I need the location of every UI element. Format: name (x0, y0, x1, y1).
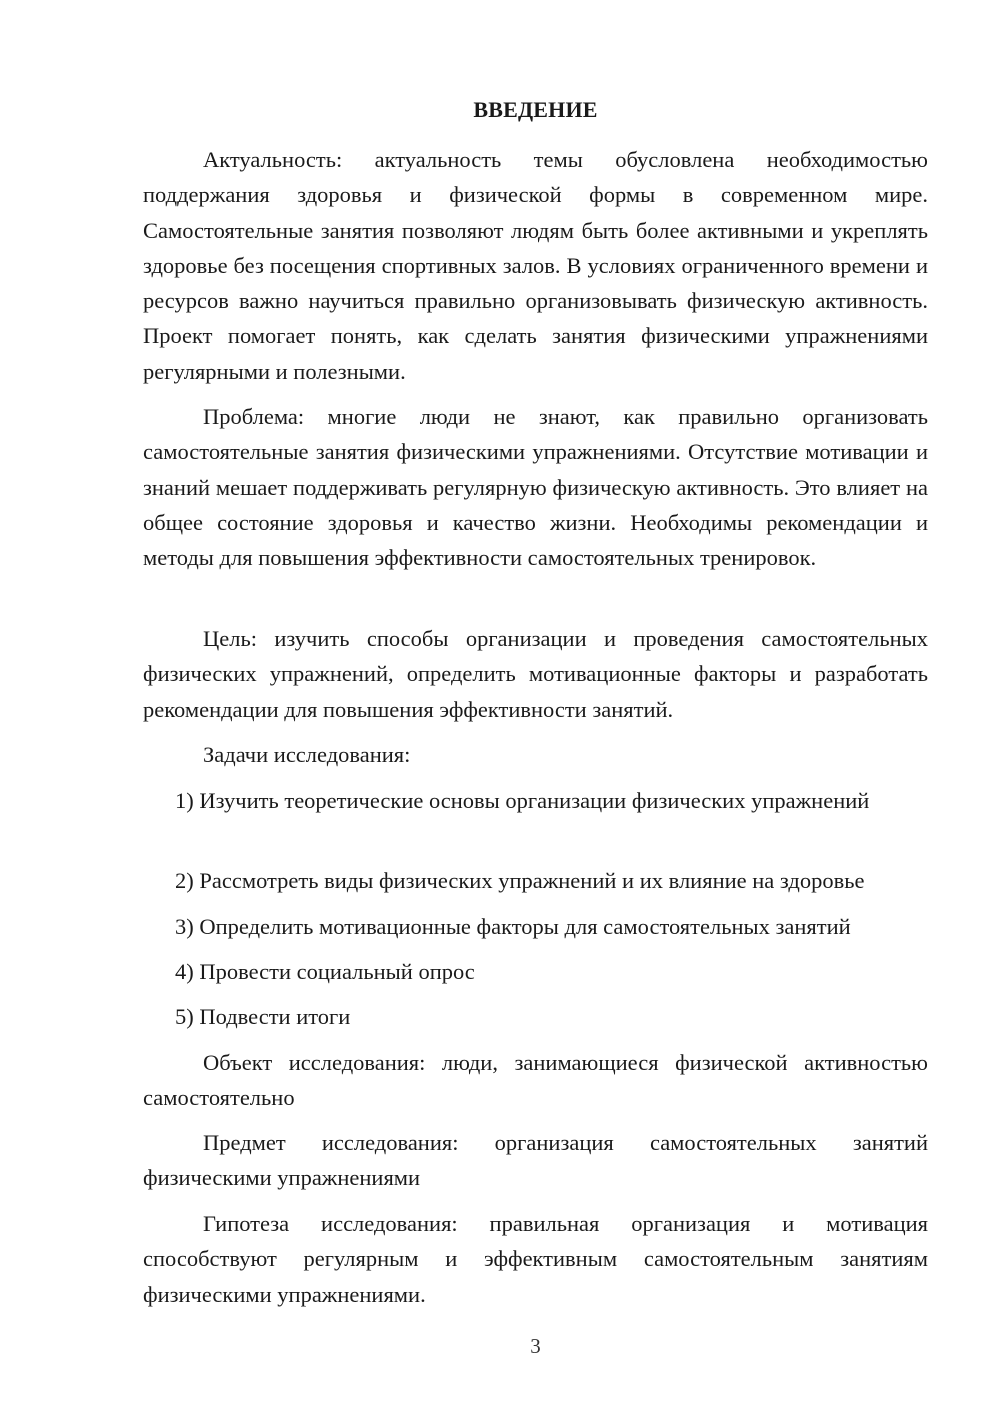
task-item: 3) Определить мотивационные факторы для самостоятельных занятий (175, 914, 851, 939)
page-title: ВВЕДЕНИЕ (473, 97, 598, 122)
tasks-heading: Задачи исследования: (203, 742, 411, 767)
task-item: 1) Изучить теоретические основы организации физических упражнений (175, 788, 870, 813)
object-paragraph: Объект исследования: люди, занимающиеся физической активностью самостоятельно (143, 1050, 928, 1111)
relevance-paragraph: Актуальность: актуальность темы обусловлена необходимостью поддержания здоровья и физической формы в современном мире. Самостоятельные занятия позволяют людям быть более активными и укреплять здоровье без посещения спортивных залов. В условиях ограниченного времени и ресурсов важно научиться правильно организовывать физическую активность. Проект помогает понять, как сделать занятия физическими упражнениями регулярными и полезными. (143, 147, 928, 384)
task-item: 5) Подвести итоги (175, 1004, 351, 1029)
problem-paragraph: Проблема: многие люди не знают, как правильно организовать самостоятельные занятия физическими упражнениями. Отсутствие мотивации и знаний мешает поддерживать регулярную физическую активность. Это влияет на общее состояние здоровья и качество жизни. Необходимы рекомендации и методы для повышения эффективности самостоятельных тренировок. (143, 404, 928, 571)
subject-paragraph: Предмет исследования: организация самостоятельных занятий физическими упражнениями (143, 1130, 928, 1191)
task-item: 4) Провести социальный опрос (175, 959, 475, 984)
page-number: 3 (530, 1334, 541, 1358)
goal-paragraph: Цель: изучить способы организации и проведения самостоятельных физических упражнений, определить мотивационные факторы и разработать рекомендации для повышения эффективности занятий. (143, 626, 928, 722)
task-item: 2) Рассмотреть виды физических упражнений и их влияние на здоровье (175, 868, 865, 893)
hypothesis-paragraph: Гипотеза исследования: правильная организация и мотивация способствуют регулярным и эффективным самостоятельным занятиям физическими упражнениями. (143, 1211, 928, 1307)
